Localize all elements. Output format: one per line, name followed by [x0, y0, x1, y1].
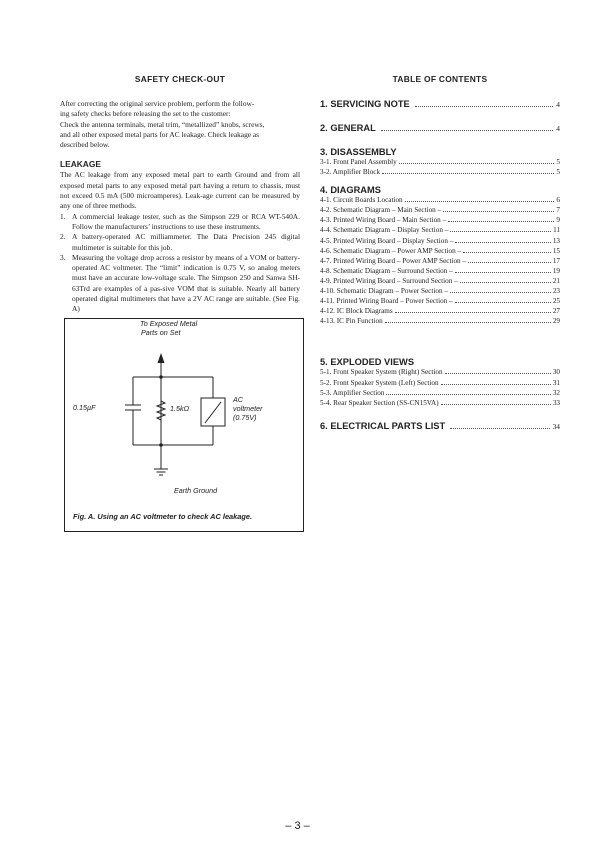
toc-section-title: 2. GENERAL — [320, 123, 376, 133]
leakage-circuit-diagram — [65, 319, 303, 531]
toc-section-3[interactable]: 3. DISASSEMBLY — [320, 147, 397, 157]
toc-page-number: 19 — [552, 266, 560, 275]
method-item — [60, 232, 300, 253]
toc-entry[interactable] — [320, 367, 560, 377]
toc-entry[interactable] — [320, 388, 560, 398]
toc-entry[interactable] — [320, 246, 560, 256]
toc-page-number: 13 — [552, 236, 560, 245]
toc-entry-label: 4-4. Schematic Diagram – Display Section – — [320, 226, 449, 235]
toc-entry[interactable] — [320, 296, 560, 306]
toc-page-number: 34 — [552, 421, 560, 431]
exposed-metal-label-line1: To Exposed Metal — [140, 319, 198, 328]
toc-page-number: 21 — [552, 276, 560, 285]
leader-dots — [450, 292, 551, 293]
toc-section-2[interactable] — [320, 123, 560, 133]
toc-page-number: 27 — [552, 307, 560, 316]
leader-dots — [405, 201, 555, 202]
toc-page-number: 31 — [552, 378, 560, 387]
junction-dot-icon — [159, 443, 163, 447]
toc-entry-label: 5-1. Front Speaker System (Right) Section — [320, 368, 443, 377]
toc-page-number: 11 — [553, 226, 560, 235]
toc-entry[interactable] — [320, 286, 560, 296]
capacitor-label: 0.15µF — [73, 403, 96, 412]
method-text: A battery-operated AC milliammeter. The Data Precision 245 digital multimeter is suitable for this job. — [72, 232, 300, 252]
toc-section-title: 1. SERVICING NOTE — [320, 99, 410, 109]
method-number: 2. — [60, 232, 66, 242]
leader-dots — [448, 221, 554, 222]
toc-entry[interactable] — [320, 398, 560, 408]
toc-page-number: 15 — [552, 246, 560, 255]
method-item — [60, 212, 300, 233]
toc-entry[interactable] — [320, 195, 560, 205]
toc-entry[interactable] — [320, 236, 560, 246]
toc-entry-label: 5-3. Amplifier Section — [320, 388, 385, 397]
toc-entry-label: 5-2. Front Speaker System (Left) Section — [320, 378, 439, 387]
toc-entry-label: 4-2. Schematic Diagram – Main Section – — [320, 206, 442, 215]
toc-page-number: 17 — [552, 256, 560, 265]
safety-title: SAFETY CHECK-OUT — [134, 74, 226, 84]
toc-entry[interactable] — [320, 205, 560, 215]
safety-checkout-section — [60, 74, 300, 315]
toc-page-number: 9 — [556, 216, 560, 225]
toc-entry[interactable] — [320, 276, 560, 286]
toc-entry-label: 3-1. Front Panel Assembly — [320, 158, 397, 166]
leader-dots — [441, 404, 551, 405]
earth-ground-label: Earth Ground — [174, 486, 218, 495]
voltmeter-label-line2: voltmeter — [233, 404, 263, 413]
toc-page-number: 29 — [552, 317, 560, 326]
toc-section-title: 6. ELECTRICAL PARTS LIST — [320, 420, 446, 431]
leader-dots — [463, 252, 551, 253]
voltmeter-needle-icon — [205, 402, 221, 423]
leader-dots — [455, 242, 550, 243]
leader-dots — [450, 428, 549, 429]
exposed-metal-label — [140, 319, 197, 337]
toc-entry[interactable] — [320, 306, 560, 316]
toc-entry[interactable] — [320, 215, 560, 225]
toc-section-5[interactable]: 5. EXPLODED VIEWS — [320, 357, 415, 368]
toc-page-number: 6 — [556, 196, 560, 205]
leader-dots — [415, 106, 554, 107]
toc-section-1[interactable] — [320, 99, 560, 109]
page-number: – 3 – — [285, 820, 310, 832]
leader-dots — [455, 302, 551, 303]
toc-entry-label: 4-8. Schematic Diagram – Surround Section – — [320, 266, 453, 275]
method-item — [60, 253, 300, 315]
toc-entry-label: 4-5. Printed Wiring Board – Display Section – — [320, 236, 454, 245]
leader-dots — [395, 312, 551, 313]
toc-title: TABLE OF CONTENTS — [392, 74, 488, 84]
leader-dots — [441, 384, 551, 385]
leader-dots — [443, 211, 554, 212]
methods-list — [60, 212, 300, 315]
voltmeter-label-line3: (0.75V) — [233, 413, 257, 422]
safety-intro — [60, 99, 300, 150]
toc-entry-label: 4-9. Printed Wiring Board – Surround Section – — [320, 276, 458, 285]
method-text: A commercial leakage tester, such as the Simpson 229 or RCA WT-540A. Follow the manufacturers’ instructions to use these instruments. — [72, 211, 300, 231]
toc-entry[interactable] — [320, 266, 560, 276]
leader-dots — [455, 272, 551, 273]
leader-dots — [445, 373, 551, 374]
method-number: 3. — [60, 252, 66, 262]
toc-page-number: 4 — [556, 100, 560, 109]
leader-dots — [399, 163, 555, 164]
toc-section-3-entries — [320, 157, 560, 177]
toc-section-4-entries — [320, 195, 560, 326]
junction-dot-icon — [159, 375, 163, 379]
toc-entry[interactable] — [320, 378, 560, 388]
figure-caption: Fig. A. Using an AC voltmeter to check AC leakage. — [73, 512, 253, 521]
toc-entry-label: 5-4. Rear Speaker Section (SS-CN15VA) — [320, 398, 439, 407]
toc-entry-label: 4-10. Schematic Diagram – Power Section – — [320, 287, 448, 296]
intro-line: After correcting the original service problem, perform the follow- — [60, 99, 255, 108]
leader-dots — [382, 173, 554, 174]
toc-page-number: 5 — [556, 158, 560, 166]
exposed-metal-label-line2: Parts on Set — [141, 328, 181, 337]
toc-page-number: 30 — [552, 368, 560, 377]
toc-section-5-entries — [320, 367, 560, 407]
intro-line: and all other exposed metal parts for AC leakage. Check leakage as — [60, 129, 260, 139]
toc-entry-label: 4-13. IC Pin Function — [320, 317, 383, 326]
intro-line: Check the antenna terminals, metal trim, “metallized” knobs, screws, — [60, 119, 265, 129]
leader-dots — [450, 231, 551, 232]
method-text: Measuring the voltage drop across a resistor by means of a VOM or battery-operated AC voltmeter. The “limit” indication is 0.75 V, so analog meters must have an accurate low-voltage scale. The Simpson 250 and Sanwa SH-63Trd are examples of a pas-sive VOM that is suitable. Nearly all battery operated digital multimeters that have a 2V AC range are suitable. (See Fig. A) — [72, 252, 300, 314]
voltmeter-label — [233, 395, 263, 422]
leader-dots — [468, 262, 551, 263]
leader-dots — [381, 130, 554, 131]
toc-page-number: 25 — [552, 297, 560, 306]
toc-entry[interactable] — [320, 256, 560, 266]
toc-entry-label: 4-12. IC Block Diagrams — [320, 307, 393, 316]
toc-entry-label: 3-2. Amplifier Block — [320, 168, 381, 177]
leader-dots — [386, 394, 550, 395]
leakage-heading: LEAKAGE — [60, 159, 101, 170]
intro-line: ing safety checks before releasing the set to the customer: — [60, 109, 231, 119]
leader-dots — [460, 282, 551, 283]
toc-page-number: 4 — [556, 124, 560, 133]
toc-page-number: 23 — [552, 287, 560, 296]
toc-entry[interactable] — [320, 157, 560, 167]
toc-entry-label: 4-6. Schematic Diagram – Power AMP Section – — [320, 246, 462, 255]
toc-section-6[interactable] — [320, 421, 560, 431]
toc-entry-label: 4-1. Circuit Boards Location — [320, 196, 403, 205]
toc-entry-label: 4-7. Printed Wiring Board – Power AMP Section – — [320, 256, 467, 265]
toc-page-number: 33 — [552, 398, 560, 407]
toc-entry-label: 4-11. Printed Wiring Board – Power Section – — [320, 297, 453, 306]
table-of-contents — [320, 74, 560, 431]
toc-page-number: 5 — [556, 168, 560, 177]
toc-page-number: 7 — [556, 206, 560, 215]
toc-entry-label: 4-3. Printed Wiring Board – Main Section – — [320, 216, 447, 225]
leakage-text: The AC leakage from any exposed metal part to earth Ground and from all exposed metal parts to any exposed metal part having a return to chassis, must not exceed 0.5 mA (500 microamperes). Leak-age current can be measured by any one of three methods. — [60, 170, 300, 211]
probe-arrow-icon — [158, 353, 165, 363]
voltmeter-label-line1: AC — [233, 395, 243, 404]
resistor-label: 1.5kΩ — [170, 404, 190, 413]
toc-page-number: 32 — [552, 388, 560, 397]
toc-section-4[interactable]: 4. DIAGRAMS — [320, 185, 381, 196]
figure-a-box — [64, 318, 304, 532]
toc-entry[interactable] — [320, 167, 560, 177]
toc-entry[interactable] — [320, 225, 560, 235]
leader-dots — [385, 322, 551, 323]
toc-entry[interactable] — [320, 316, 560, 326]
method-number: 1. — [60, 211, 66, 221]
intro-line: described below. — [60, 140, 110, 150]
